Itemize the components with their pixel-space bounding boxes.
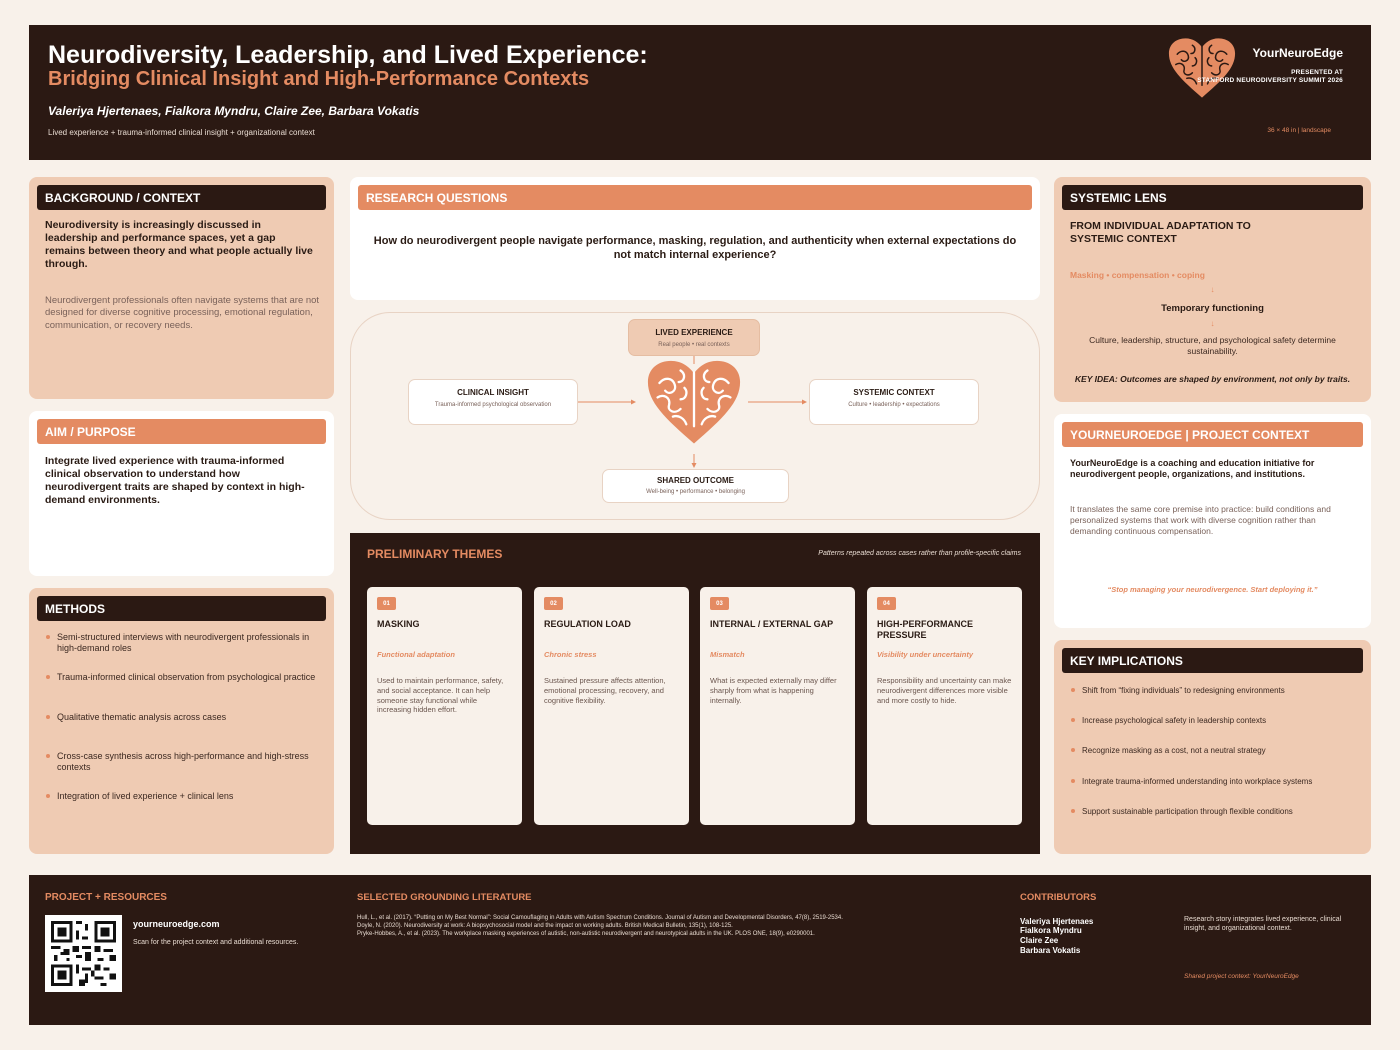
author-list: Valeriya Hjertenaes, Fialkora Myndru, Claire Zee, Barbara Vokatis	[48, 104, 420, 118]
aim-panel	[29, 411, 334, 576]
systemic-flow-1: Masking • compensation • coping	[1070, 270, 1205, 280]
theme-subtitle: Visibility under uncertainty	[877, 650, 973, 659]
contributor-name: Claire Zee	[1020, 936, 1059, 945]
systemic-context-sub: Culture • leadership • expectations	[848, 402, 940, 408]
poster-subtitle: Bridging Clinical Insight and High-Performance Contexts	[48, 68, 590, 90]
research-panel	[350, 177, 1040, 300]
project-context-heading: YOURNEUROEDGE | PROJECT CONTEXT	[1062, 422, 1363, 447]
systemic-flow-2: Temporary functioning	[1161, 303, 1264, 314]
theme-body: Responsibility and uncertainty can make neurodivergent differences more visible and more costly to hide.	[877, 676, 1012, 705]
diagram-connectors	[350, 312, 1040, 520]
systemic-lens-panel	[1054, 177, 1371, 402]
implication-item: Increase psychological safety in leadership contexts	[1071, 716, 1266, 725]
theme-card-regulation-load	[534, 587, 689, 825]
systemic-context-title: SYSTEMIC CONTEXT	[853, 388, 935, 397]
clinical-insight-sub: Trauma-informed psychological observation	[434, 402, 552, 408]
research-question: How do neurodivergent people navigate performance, masking, regulation, and authenticity when external expectations do not match internal experience?	[373, 235, 1017, 261]
implications-heading: KEY IMPLICATIONS	[1062, 648, 1363, 673]
arrow-down-icon: ↓	[1210, 285, 1215, 294]
lived-experience-title: LIVED EXPERIENCE	[655, 328, 733, 337]
methods-item: Cross-case synthesis across high-performance and high-stress contexts	[46, 751, 318, 774]
contributor-name: Fialkora Myndru	[1020, 926, 1082, 935]
methods-heading: METHODS	[37, 596, 326, 621]
theme-title: MASKING	[377, 619, 420, 629]
contributor-name: Barbara Vokatis	[1020, 946, 1081, 955]
shared-outcome-sub: Well-being • performance • belonging	[646, 489, 745, 495]
presented-at-label: PRESENTED AT	[1291, 69, 1343, 76]
theme-card-masking	[367, 587, 522, 825]
scan-text: Scan for the project context and additional resources.	[133, 939, 299, 946]
project-url[interactable]: yourneuroedge.com	[133, 919, 220, 929]
background-heading: BACKGROUND / CONTEXT	[37, 185, 326, 210]
methods-item: Integration of lived experience + clinical lens	[46, 791, 318, 802]
theme-title: HIGH-PERFORMANCE PRESSURE	[877, 619, 973, 641]
theme-body: What is expected externally may differ sharply from what is happening internally.	[710, 676, 837, 705]
background-body: Neurodivergent professionals often navigate systems that are not designed for diverse cognitive processing, emotional regulation, communication, or recovery needs.	[45, 295, 320, 331]
theme-subtitle: Mismatch	[710, 650, 745, 659]
theme-number: 03	[710, 597, 729, 610]
project-quote: “Stop managing your neurodivergence. Start deploying it.”	[1107, 585, 1318, 594]
project-context-body: It translates the same core premise into practice: build conditions and personalized systems that work with diverse cognition rather than demanding continuous compensation.	[1070, 504, 1331, 537]
theme-body: Used to maintain performance, safety, and social acceptance. It can help someone stay functional while increasing hidden effort.	[377, 676, 504, 715]
literature-heading: SELECTED GROUNDING LITERATURE	[357, 892, 532, 903]
contributor-name: Valeriya Hjertenaes	[1020, 917, 1094, 926]
heart-brain-icon	[648, 361, 740, 444]
research-heading: RESEARCH QUESTIONS	[358, 185, 1032, 210]
theme-card-high-performance-pressure	[867, 587, 1022, 825]
theme-subtitle: Chronic stress	[544, 650, 597, 659]
contributors-heading: CONTRIBUTORS	[1020, 892, 1097, 903]
theme-title: REGULATION LOAD	[544, 619, 631, 629]
implication-item: Shift from “fixing individuals” to redesigning environments	[1071, 686, 1285, 695]
theme-number: 02	[544, 597, 563, 610]
theme-title: INTERNAL / EXTERNAL GAP	[710, 619, 834, 629]
event-name: STANFORD NEURODIVERSITY SUMMIT 2026	[1197, 77, 1343, 84]
theme-number: 01	[377, 597, 396, 610]
project-context-lead: YourNeuroEdge is a coaching and education initiative for neurodivergent people, organizations, and institutions.	[1070, 458, 1315, 480]
brand-name: YourNeuroEdge	[1252, 46, 1343, 60]
key-idea: KEY IDEA: Outcomes are shaped by environment, not only by traits.	[1074, 374, 1351, 384]
aim-heading: AIM / PURPOSE	[37, 419, 326, 444]
background-panel	[29, 177, 334, 399]
theme-number: 04	[877, 597, 896, 610]
poster-tagline: Lived experience + trauma-informed clinical insight + organizational context	[48, 128, 315, 137]
poster-header	[29, 25, 1371, 160]
background-lead: Neurodiversity is increasingly discussed in leadership and performance spaces, yet a gap remains between theory and what people actually live through.	[45, 219, 313, 271]
theme-body: Sustained pressure affects attention, emotional processing, recovery, and cognitive flexibility.	[544, 676, 666, 705]
systemic-flow-3: Culture, leadership, structure, and psychological safety determine sustainability.	[1089, 335, 1336, 356]
reference-item: Pryke-Hobbes, A., et al. (2023). The workplace masking experiences of autistic, non-autistic neurodivergent and neurotypical adults in the UK. PLOS ONE, 18(9), e0290001.	[357, 931, 815, 937]
contributors-note: Research story integrates lived experience, clinical insight, and organizational context.	[1184, 916, 1342, 933]
implication-item: Integrate trauma-informed understanding into workplace systems	[1071, 777, 1312, 786]
project-context-panel	[1054, 414, 1371, 628]
qr-code-icon[interactable]	[45, 915, 122, 992]
systemic-lens-heading: SYSTEMIC LENS	[1062, 185, 1363, 210]
lived-experience-sub: Real people • real contexts	[658, 342, 730, 348]
poster-title: Neurodiversity, Leadership, and Lived Experience:	[48, 41, 648, 69]
reference-item: Doyle, N. (2020). Neurodiversity at work: A biopsychosocial model and the impact on working adults. British Medical Bulletin, 135(1), 108-125.	[357, 923, 733, 929]
clinical-insight-title: CLINICAL INSIGHT	[457, 388, 529, 397]
theme-card-internal-external-gap	[700, 587, 855, 825]
implication-item: Support sustainable participation through flexible conditions	[1071, 807, 1293, 816]
poster-footer	[29, 875, 1371, 1025]
heart-brain-icon	[1167, 37, 1237, 99]
reference-item: Hull, L., et al. (2017). “Putting on My Best Normal”: Social Camouflaging in Adults with Autism Spectrum Conditions. Journal of Autism and Developmental Disorders, 47(8), 2519-2534.	[357, 915, 843, 921]
methods-panel	[29, 588, 334, 854]
shared-outcome-title: SHARED OUTCOME	[657, 476, 734, 485]
resources-heading: PROJECT + RESOURCES	[45, 892, 167, 903]
implication-item: Recognize masking as a cost, not a neutral strategy	[1071, 746, 1266, 755]
themes-heading: PRELIMINARY THEMES	[367, 547, 503, 561]
methods-item: Semi-structured interviews with neurodivergent professionals in high-demand roles	[46, 632, 318, 655]
shared-context-note: Shared project context: YourNeuroEdge	[1184, 973, 1299, 980]
theme-subtitle: Functional adaptation	[377, 650, 455, 659]
methods-item: Qualitative thematic analysis across cases	[46, 712, 318, 723]
poster-size-note: 36 × 48 in | landscape	[1267, 127, 1331, 134]
aim-body: Integrate lived experience with trauma-informed clinical observation to understand how neurodivergent traits are shaped by context in high-demand environments.	[45, 455, 305, 507]
systemic-lens-subheading: FROM INDIVIDUAL ADAPTATION TO SYSTEMIC CONTEXT	[1070, 220, 1251, 246]
themes-note: Patterns repeated across cases rather than profile-specific claims	[818, 550, 1021, 557]
methods-item: Trauma-informed clinical observation from psychological practice	[46, 672, 318, 683]
arrow-down-icon: ↓	[1210, 319, 1215, 328]
